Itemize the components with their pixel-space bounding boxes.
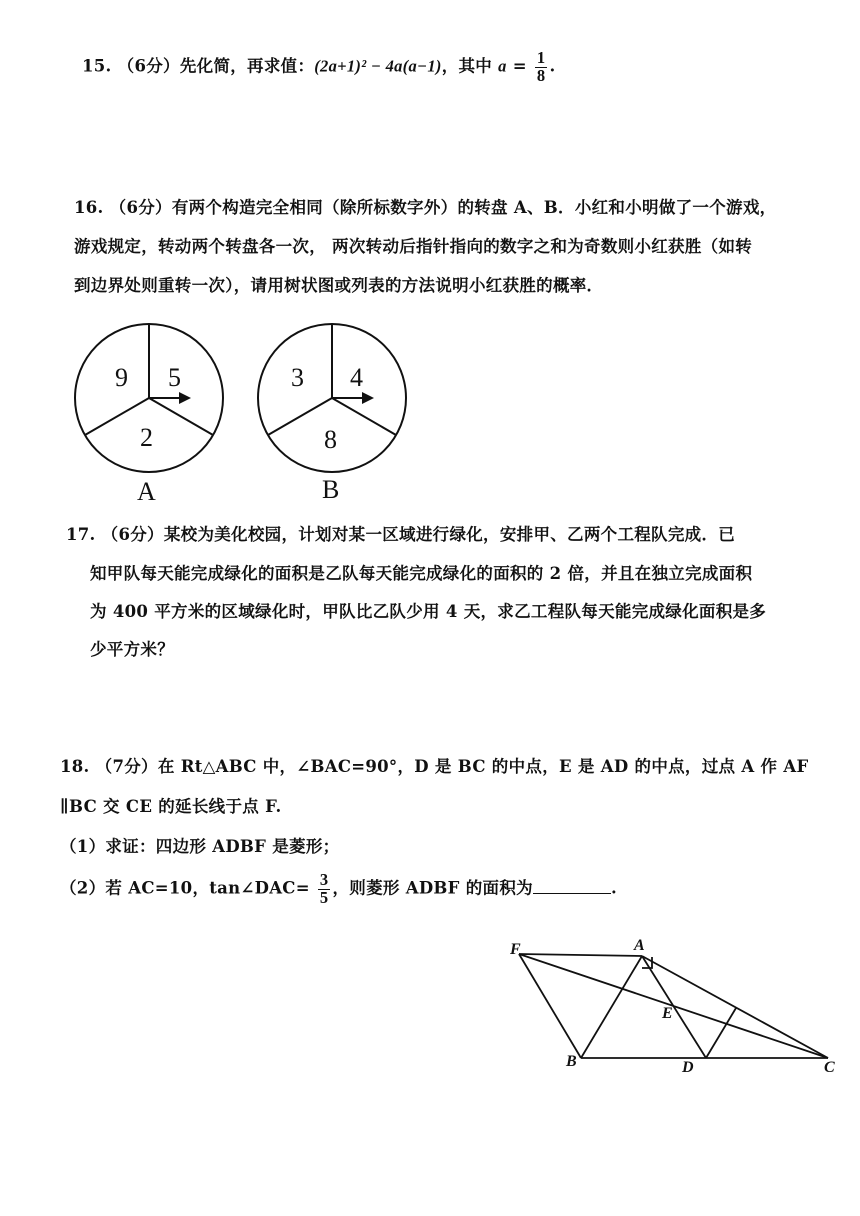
q15-variable: a [498, 56, 507, 76]
q16-score: （6分） [109, 198, 172, 217]
q16-line-2: 游戏规定，转动两个转盘各一次， 两次转动后指针指向的数字之和为奇数则小红获胜（如转 [74, 237, 753, 256]
q15-equals: = [506, 56, 533, 76]
q17-line-1 [66, 521, 735, 545]
q16-number: 16. [74, 198, 104, 217]
q18-part-2-text-a: （2）若 AC=10，tan∠DAC= [60, 878, 310, 898]
q17-line-2: 知甲队每天能完成绿化的面积是乙队每天能完成绿化的面积的 2 倍，并且在独立完成面积 [90, 564, 753, 583]
q18-part-2-end: . [610, 878, 617, 898]
q18-label-f: F [510, 941, 521, 958]
q18-line-2: ∥BC 交 CE 的延长线于点 F. [60, 797, 282, 816]
q15-text-a: 先化简，再求值： [179, 56, 315, 76]
q15-line [82, 50, 556, 84]
q16-line-3: 到边界处则重转一次），请用树状图或列表的方法说明小红获胜的概率． [74, 276, 604, 295]
q15-fraction [535, 50, 548, 84]
q18-label-b: B [566, 1053, 577, 1070]
q18-part-2 [60, 872, 617, 906]
spinner-b-label: B [322, 475, 340, 504]
q15-fraction-numerator: 1 [536, 48, 546, 67]
q18-fraction [318, 872, 331, 906]
q15-end: . [549, 56, 556, 76]
q17-line-3: 为 400 平方米的区域绿化时，甲队比乙队少用 4 天，求乙工程队每天能完成绿化面积是多 [90, 602, 767, 621]
q15-fraction-denominator: 8 [536, 65, 546, 85]
q15-expression: (2a+1)² − 4a(a−1) [314, 56, 442, 76]
q18-label-c: C [824, 1059, 835, 1076]
spinner-a-arrow-icon [179, 392, 191, 404]
spinner-figure [65, 318, 425, 508]
spinner-b [258, 324, 406, 504]
q15-text-b: ，其中 [441, 56, 493, 76]
q18-part-2-text-b: ，则菱形 ADBF 的面积为 [332, 878, 533, 898]
q17-number: 17. [66, 525, 96, 544]
spinner-b-number-2: 4 [350, 363, 363, 392]
spinner-b-arrow-icon [362, 392, 374, 404]
q18-number: 18. [60, 757, 90, 776]
q18-geometry-figure [506, 938, 846, 1078]
q18-text-1: 在 Rt△ABC 中，∠BAC=90°，D 是 BC 的中点，E 是 AD 的中点，过点 A 作 AF [157, 757, 809, 776]
q18-line-1 [60, 753, 808, 777]
spinner-b-number-1: 3 [291, 363, 304, 392]
spinner-b-number-3: 8 [324, 425, 337, 454]
q18-part-1: （1）求证：四边形 ADBF 是菱形； [60, 837, 340, 856]
spinner-a-label: A [137, 477, 156, 506]
spinner-a [75, 324, 223, 506]
q18-fraction-denominator: 5 [319, 887, 329, 907]
q18-label-d: D [682, 1059, 694, 1076]
q17-line-4: 少平方米？ [90, 640, 174, 659]
q17-score: （6分） [101, 525, 164, 544]
q18-label-a: A [634, 938, 645, 954]
spinner-a-number-3: 2 [140, 423, 153, 452]
q15-number: 15. [82, 56, 112, 76]
q17-text-1: 某校为美化校园，计划对某一区域进行绿化，安排甲、乙两个工程队完成．已 [163, 525, 736, 544]
q18-answer-blank[interactable] [533, 879, 611, 894]
q16-text-1: 有两个构造完全相同（除所标数字外）的转盘 A、B．小红和小明做了一个游戏， [171, 198, 777, 217]
q16-line-1 [74, 194, 776, 218]
q18-label-e: E [662, 1005, 673, 1022]
q18-score: （7分） [95, 757, 158, 776]
spinner-a-number-1: 9 [115, 363, 128, 392]
spinner-a-number-2: 5 [168, 363, 181, 392]
q15-score: （6分） [117, 56, 180, 76]
q18-fraction-numerator: 3 [319, 870, 329, 889]
